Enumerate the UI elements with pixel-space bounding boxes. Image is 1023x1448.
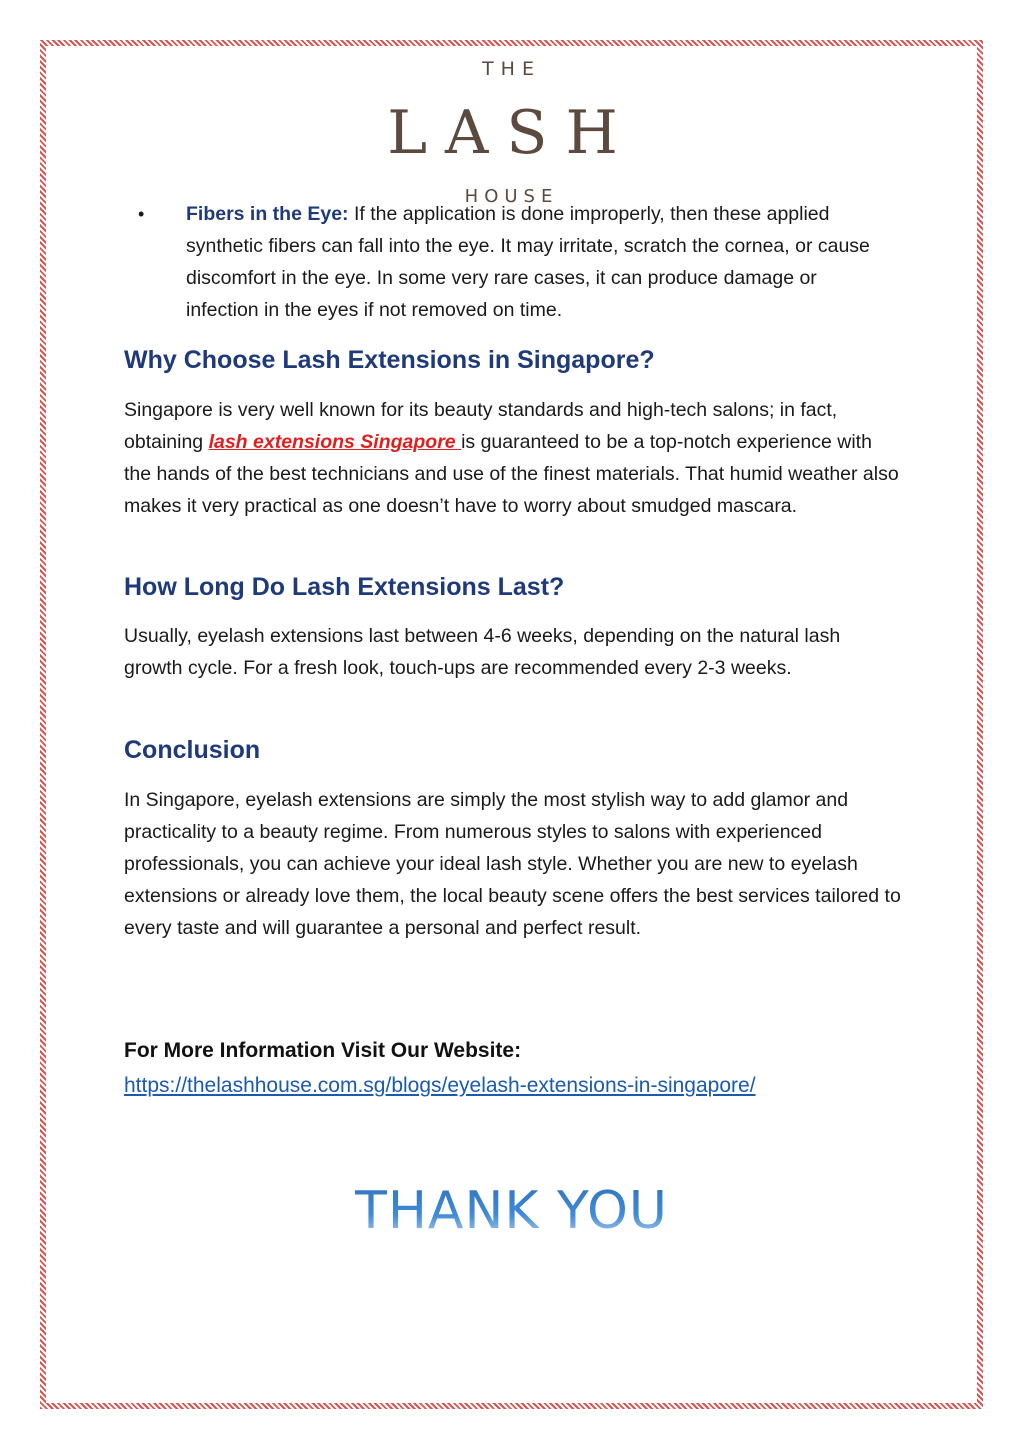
logo-lash-text: LASH	[387, 98, 636, 168]
heading-how-long: How Long Do Lash Extensions Last?	[124, 573, 565, 601]
website-link[interactable]: https://thelashhouse.com.sg/blogs/eyelash-extensions-in-singapore/	[124, 1074, 756, 1097]
thank-you-text: THANK YOU	[0, 1176, 1023, 1246]
more-info-label: For More Information Visit Our Website:	[124, 1039, 522, 1062]
heading-why-choose: Why Choose Lash Extensions in Singapore?	[124, 346, 655, 374]
bullet-icon: •	[138, 204, 145, 224]
logo-lash	[0, 98, 1023, 186]
why-text-after: is guaranteed to be a top-notch experience with the hands of the best technicians and use of the finest materials. That humid weather also makes it very practical as one doesn’t have to worry about smudged mascara.	[124, 431, 899, 517]
bullet-body: If the application is done improperly, then these applied synthetic fibers can fall into the eye. It may irritate, scratch the cornea, or cause discomfort in the eye. In some very rare cases, it can produce damage or infection in the eyes if not removed on time.	[186, 203, 870, 321]
bullet-list-item	[138, 198, 874, 326]
paragraph-conclusion: In Singapore, eyelash extensions are simply the most stylish way to add glamor and practicality to a beauty regime. From numerous styles to salons with experienced professionals, you can achieve your ideal lash style. Whether you are new to eyelash extensions or already love them, the local beauty scene offers the best services tailored to every taste and will guarantee a personal and perfect result.	[124, 789, 901, 939]
brand-logo	[0, 56, 1023, 208]
heading-conclusion: Conclusion	[124, 736, 261, 764]
logo-the: THE	[482, 58, 541, 80]
paragraph-why-choose	[124, 394, 904, 522]
paragraph-how-long: Usually, eyelash extensions last between 4-6 weeks, depending on the natural lash growth cycle. For a fresh look, touch-ups are recommended every 2-3 weeks.	[124, 625, 841, 679]
logo-house: HOUSE	[464, 186, 559, 207]
bullet-term: Fibers in the Eye:	[186, 203, 349, 225]
why-text-before: Singapore is very well known for its beauty standards and high-tech salons; in fact, obtaining	[124, 399, 838, 453]
bullet-text	[154, 198, 874, 326]
lash-extensions-link[interactable]: lash extensions Singapore	[208, 431, 462, 453]
